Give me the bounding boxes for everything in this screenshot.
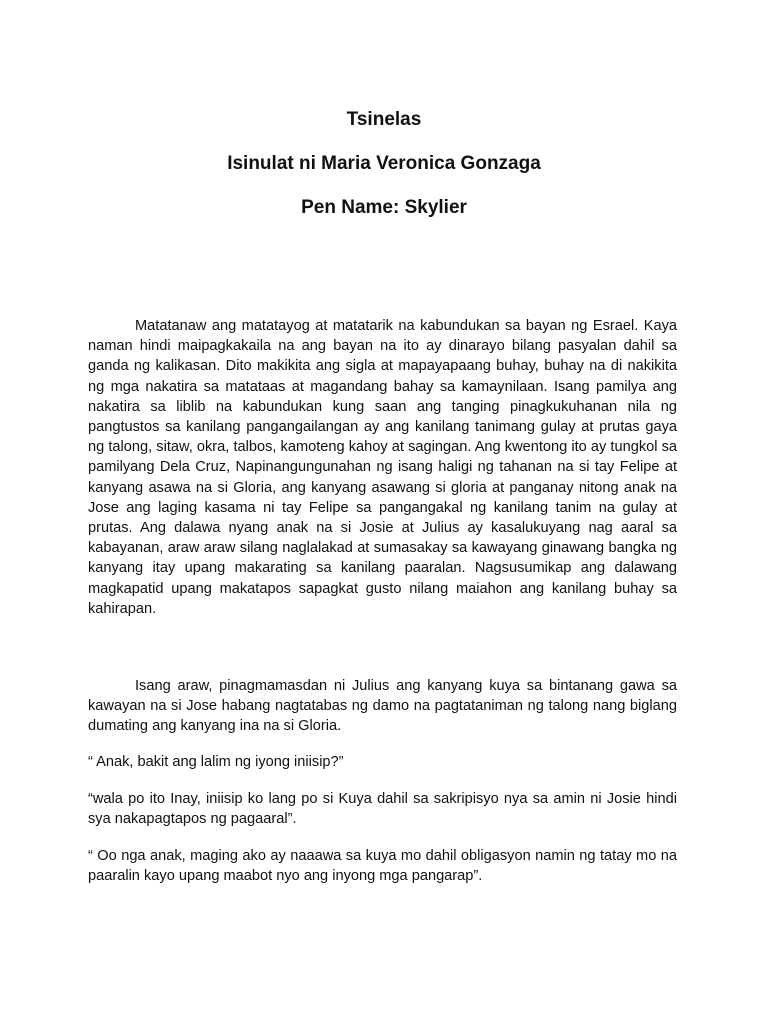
dialogue-line-1: “ Anak, bakit ang lalim ng iyong iniisip?”	[88, 754, 344, 770]
dialogue-line-3: “ Oo nga anak, maging ako ay naaawa sa kuya mo dahil obligasyon namin ng tatay mo na paaralin kayo upang maabot nyo ang inyong mga pangarap”.	[88, 848, 677, 885]
paragraph-intro: Matatanaw ang matatayog at matatarik na kabundukan sa bayan ng Esrael. Kaya naman hindi maipagkakaila na ang bayan na ito ay dinarayo bilang pasyalan dahil sa ganda ng kalikasan. Dito makikita ang sigla at mapayapaang buhay, buhay na di nakikita ng mga nakatira sa matataas at magandang bahay sa kamaynilaan. Isang pamilya ang nakatira sa liblib na kabundukan kung saan ang tanging pinagkukuhanan nila ng pangtustos sa kanilang pangangailangan ay ang kanilang tanimang gulay at prutas gaya ng talong, sitaw, okra, talbos, kamoteng kahoy at sagingan. Ang kwentong ito ay tungkol sa pamilyang Dela Cruz, Napinangungunahan ng isang haligi ng tahanan na si tay Felipe at kanyang asawa na si Gloria, ang kanyang asawang si gloria at panganay nitong anak na Jose ang laging kasama ni tay Felipe sa pangangakal ng kanilang tanim na gulay at prutas. Ang dalawa nyang anak na si Josie at Julius ay kasalukuyang nag aaral sa kabayanan, araw araw silang naglalakad at sumasakay sa kawayang ginawang bangka ng kanyang itay upang makarating sa kanilang paaralan. Nagsusumikap ang dalawang magkapatid upang makatapos sapagkat gusto nilang maiahon ang kanilang buhay sa kahirapan.	[88, 318, 677, 617]
dialogue-line-2: “wala po ito Inay, iniisip ko lang po si Kuya dahil sa sakripisyo nya sa amin ni Josie hindi sya nakapagtapos ng pagaaral”.	[88, 791, 677, 828]
pen-name-line: Pen Name: Skylier	[301, 197, 467, 218]
paragraph-julius: Isang araw, pinagmamasdan ni Julius ang kanyang kuya sa bintanang gawa sa kawayan na si Jose habang nagtatabas ng damo na pagtataniman ng talong nang biglang dumating ang kanyang ina na si Gloria.	[88, 678, 677, 735]
author-line: Isinulat ni Maria Veronica Gonzaga	[227, 153, 541, 174]
story-title: Tsinelas	[346, 109, 422, 130]
